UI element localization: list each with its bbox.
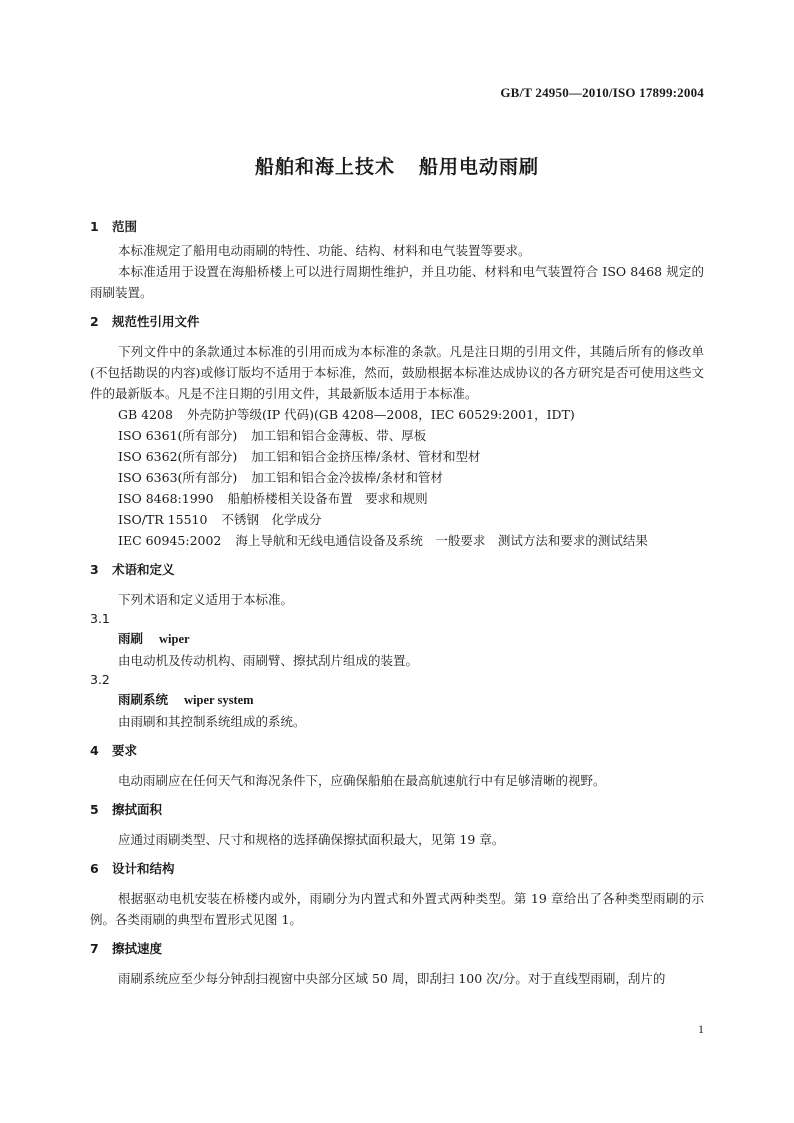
reference-item: IEC 60945:2002 海上导航和无线电通信设备及系统 一般要求 测试方法和要求的测试结果 xyxy=(118,533,648,548)
paragraph: 电动雨刷应在任何天气和海况条件下，应确保船舶在最高航速航行中有足够清晰的视野。 xyxy=(118,773,606,788)
standard-code: GB/T 24950—2010/ISO 17899:2004 xyxy=(500,85,704,100)
reference-item: ISO 6363(所有部分) 加工铝和铝合金冷拔棒/条材和管材 xyxy=(118,470,444,485)
section-heading: 1 范围 xyxy=(90,219,138,234)
reference-item: GB 4208 外壳防护等级(IP 代码)(GB 4208—2008，IEC 60529:2001，IDT) xyxy=(118,407,575,422)
paragraph: 雨刷系统应至少每分钟刮扫视窗中央部分区域 50 周，即刮扫 100 次/分。对于直线型雨刷，刮片的 xyxy=(118,971,666,986)
page-number: 1 xyxy=(698,1022,704,1036)
section-heading: 3 术语和定义 xyxy=(90,562,175,577)
reference-item: ISO/TR 15510 不锈钢 化学成分 xyxy=(118,512,322,527)
term-entry: 雨刷 wiper xyxy=(118,631,190,646)
term-entry: 雨刷系统 wiper system xyxy=(118,692,254,707)
term-definition: 由电动机及传动机构、雨刷臂、擦拭刮片组成的装置。 xyxy=(118,653,419,668)
paragraph: 下列文件中的条款通过本标准的引用而成为本标准的条款。凡是注日期的引用文件，其随后所有的修改单(不包括勘误的内容)或修订版均不适用于本标准，然而，鼓励根据本标准达成协议的各方研究是否可使用这些文件的最新版本。凡是不注日期的引用文件，其最新版本适用于本标准。 xyxy=(90,344,704,401)
document-body xyxy=(90,218,704,989)
paragraph: 本标准适用于设置在海船桥楼上可以进行周期性维护，并且功能、材料和电气装置符合 ISO 8468 规定的雨刷装置。 xyxy=(90,264,704,300)
term-definition: 由雨刷和其控制系统组成的系统。 xyxy=(118,714,306,729)
reference-item: ISO 8468:1990 船舶桥楼相关设备布置 要求和规则 xyxy=(118,491,428,506)
document-title xyxy=(0,152,794,179)
section-heading: 7 擦拭速度 xyxy=(90,941,163,956)
title-part-1: 船舶和海上技术 xyxy=(254,156,395,178)
paragraph: 根据驱动电机安装在桥楼内或外，雨刷分为内置式和外置式两种类型。第 19 章给出了各种类型雨刷的示例。各类雨刷的典型布置形式见图 1。 xyxy=(90,891,704,927)
reference-item: ISO 6362(所有部分) 加工铝和铝合金挤压棒/条材、管材和型材 xyxy=(118,449,481,464)
paragraph: 本标准规定了船用电动雨刷的特性、功能、结构、材料和电气装置等要求。 xyxy=(118,243,531,258)
paragraph: 下列术语和定义适用于本标准。 xyxy=(118,592,294,607)
section-heading: 4 要求 xyxy=(90,743,138,758)
paragraph: 应通过雨刷类型、尺寸和规格的选择确保擦拭面积最大，见第 19 章。 xyxy=(118,832,505,847)
subsection-number: 3.1 xyxy=(90,611,110,626)
subsection-number: 3.2 xyxy=(90,672,110,687)
section-heading: 5 擦拭面积 xyxy=(90,802,163,817)
reference-item: ISO 6361(所有部分) 加工铝和铝合金薄板、带、厚板 xyxy=(118,428,427,443)
title-part-2: 船用电动雨刷 xyxy=(419,156,540,178)
section-heading: 6 设计和结构 xyxy=(90,861,175,876)
section-heading: 2 规范性引用文件 xyxy=(90,314,200,329)
